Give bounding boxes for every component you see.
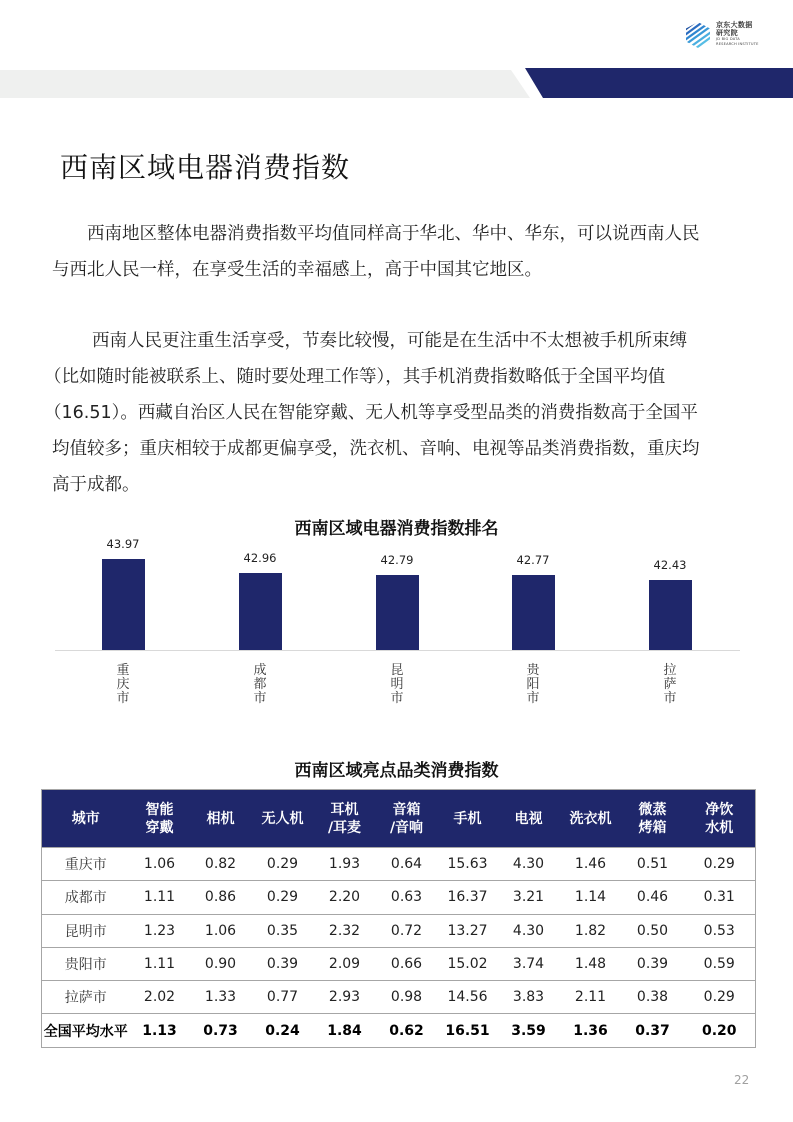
table-title: 西南区域亮点品类消费指数 <box>294 761 499 781</box>
table-value-cell: 0.77 <box>252 981 314 1014</box>
paragraph-line: （16.51）。西藏自治区人民在智能穿戴、无人机等享受型品类的消费指数高于全国平 <box>44 403 698 423</box>
bar-category-label: 昆明市 <box>390 663 404 706</box>
chart-bar <box>649 580 692 650</box>
chart-x-axis <box>55 650 740 651</box>
chart-bar <box>376 575 419 650</box>
paragraph-line: 西南地区整体电器消费指数平均值同样高于华北、华中、华东，可以说西南人民 <box>87 224 700 244</box>
striped-hexagon-logo-icon <box>686 22 710 48</box>
table-value-cell: 0.53 <box>684 914 756 947</box>
table-value-cell: 0.35 <box>252 914 314 947</box>
table-value-cell: 1.48 <box>560 947 622 980</box>
table-value-cell: 2.93 <box>314 981 376 1014</box>
paragraph-line: 高于成都。 <box>52 475 140 495</box>
table-value-cell: 0.59 <box>684 947 756 980</box>
logo-text <box>716 21 759 47</box>
table-value-cell: 16.51 <box>438 1014 498 1047</box>
table-value-cell: 1.06 <box>130 848 190 881</box>
chart-bar <box>239 573 282 650</box>
paragraph-line: 与西北人民一样，在享受生活的幸福感上，高于中国其它地区。 <box>52 260 542 280</box>
bar-value-label: 43.97 <box>106 537 140 551</box>
logo-name-cn-2: 研究院 <box>716 29 738 37</box>
paragraph-line: （比如随时能被联系上、随时要处理工作等），其手机消费指数略低于全国平均值 <box>44 367 666 387</box>
table-value-cell: 0.66 <box>376 947 438 980</box>
table-value-cell: 0.20 <box>684 1014 756 1047</box>
table-value-cell: 0.51 <box>622 848 684 881</box>
table-value-cell: 0.46 <box>622 881 684 914</box>
table-value-cell: 14.56 <box>438 981 498 1014</box>
table-value-cell: 1.14 <box>560 881 622 914</box>
table-header-cell: 智能 穿戴 <box>130 790 190 848</box>
table-value-cell: 0.64 <box>376 848 438 881</box>
table-value-cell: 4.30 <box>498 848 560 881</box>
table-value-cell: 0.82 <box>190 848 252 881</box>
table-value-cell: 1.23 <box>130 914 190 947</box>
table-header-cell: 手机 <box>438 790 498 848</box>
jd-big-data-logo <box>686 20 766 52</box>
table-value-cell: 0.73 <box>190 1014 252 1047</box>
table-value-cell: 0.50 <box>622 914 684 947</box>
bar-chart <box>55 537 740 710</box>
table-value-cell: 2.02 <box>130 981 190 1014</box>
logo-name-en: JD BIG DATA <box>716 37 740 41</box>
bar-category-label: 贵阳市 <box>526 663 540 706</box>
table-city-cell: 全国平均水平 <box>42 1014 130 1047</box>
chart-bar <box>512 575 555 650</box>
table-header-row <box>42 790 756 848</box>
table-value-cell: 1.33 <box>190 981 252 1014</box>
bar-value-label: 42.96 <box>243 550 277 565</box>
table-header-cell: 无人机 <box>252 790 314 848</box>
bar-value-label: 42.77 <box>516 553 550 568</box>
chart-bar <box>102 559 145 650</box>
table-city-cell: 重庆市 <box>42 848 130 881</box>
table-value-cell: 0.39 <box>252 947 314 980</box>
table-header-cell: 音箱 /音响 <box>376 790 438 848</box>
paragraph-2 <box>44 323 744 503</box>
table-value-cell: 15.02 <box>438 947 498 980</box>
table-value-cell: 1.93 <box>314 848 376 881</box>
table-value-cell: 15.63 <box>438 848 498 881</box>
table-value-cell: 0.38 <box>622 981 684 1014</box>
table-header-cell: 耳机 /耳麦 <box>314 790 376 848</box>
table-value-cell: 0.72 <box>376 914 438 947</box>
page-title: 西南区域电器消费指数 <box>60 151 351 184</box>
table-value-cell: 3.83 <box>498 981 560 1014</box>
table-city-cell: 拉萨市 <box>42 981 130 1014</box>
table-value-cell: 1.06 <box>190 914 252 947</box>
paragraph-line: 西南人民更注重生活享受，节奏比较慢，可能是在生活中不太想被手机所束缚 <box>92 331 687 351</box>
logo-name-en-2: RESEARCH INSTITUTE <box>716 42 759 46</box>
table-value-cell: 0.63 <box>376 881 438 914</box>
table-value-cell: 0.31 <box>684 881 756 914</box>
paragraph-1 <box>52 216 744 288</box>
table-value-cell: 2.32 <box>314 914 376 947</box>
table-city-cell: 昆明市 <box>42 914 130 947</box>
table-value-cell: 0.39 <box>622 947 684 980</box>
table-header-cell: 电视 <box>498 790 560 848</box>
table-value-cell: 1.36 <box>560 1014 622 1047</box>
table-value-cell: 2.20 <box>314 881 376 914</box>
table-value-cell: 0.29 <box>684 981 756 1014</box>
table-value-cell: 0.90 <box>190 947 252 980</box>
table-value-cell: 0.29 <box>252 848 314 881</box>
table-city-cell: 贵阳市 <box>42 947 130 980</box>
table-header-cell: 洗衣机 <box>560 790 622 848</box>
table-value-cell: 13.27 <box>438 914 498 947</box>
table-row <box>42 981 756 1014</box>
table-value-cell: 1.11 <box>130 947 190 980</box>
chart-title: 西南区域电器消费指数排名 <box>294 519 499 539</box>
table-row-national-average <box>42 1014 756 1047</box>
table-header-cell: 微蒸 烤箱 <box>622 790 684 848</box>
page-number: 22 <box>734 1073 750 1087</box>
table-header-cell: 净饮 水机 <box>684 790 756 848</box>
table-value-cell: 1.13 <box>130 1014 190 1047</box>
table-value-cell: 0.62 <box>376 1014 438 1047</box>
table-value-cell: 1.11 <box>130 881 190 914</box>
table-value-cell: 0.98 <box>376 981 438 1014</box>
table-value-cell: 1.82 <box>560 914 622 947</box>
table-value-cell: 16.37 <box>438 881 498 914</box>
category-index-table <box>41 789 756 1048</box>
table-value-cell: 3.21 <box>498 881 560 914</box>
logo-name-cn: 京东大数据 <box>716 21 753 29</box>
table-value-cell: 2.11 <box>560 981 622 1014</box>
table-value-cell: 1.46 <box>560 848 622 881</box>
table-value-cell: 4.30 <box>498 914 560 947</box>
table-row <box>42 947 756 980</box>
table-row <box>42 848 756 881</box>
bar-value-label: 42.43 <box>653 558 687 572</box>
table-row <box>42 914 756 947</box>
table-header-cell: 相机 <box>190 790 252 848</box>
header-navy-band <box>525 68 793 98</box>
table-value-cell: 0.24 <box>252 1014 314 1047</box>
table-value-cell: 3.59 <box>498 1014 560 1047</box>
table-value-cell: 2.09 <box>314 947 376 980</box>
table-value-cell: 3.74 <box>498 947 560 980</box>
table-value-cell: 0.86 <box>190 881 252 914</box>
table-value-cell: 0.37 <box>622 1014 684 1047</box>
table-city-cell: 成都市 <box>42 881 130 914</box>
table-row <box>42 881 756 914</box>
paragraph-line: 均值较多；重庆相较于成都更偏享受，洗衣机、音响、电视等品类消费指数，重庆均 <box>52 439 700 459</box>
bar-value-label: 42.79 <box>380 553 414 568</box>
bar-category-label: 成都市 <box>253 663 267 706</box>
bar-category-label: 拉萨市 <box>663 663 677 706</box>
table-value-cell: 0.29 <box>252 881 314 914</box>
bar-category-label: 重庆市 <box>116 663 130 706</box>
table-value-cell: 0.29 <box>684 848 756 881</box>
table-header-cell: 城市 <box>42 790 130 848</box>
header-gray-band <box>0 70 530 98</box>
table-value-cell: 1.84 <box>314 1014 376 1047</box>
